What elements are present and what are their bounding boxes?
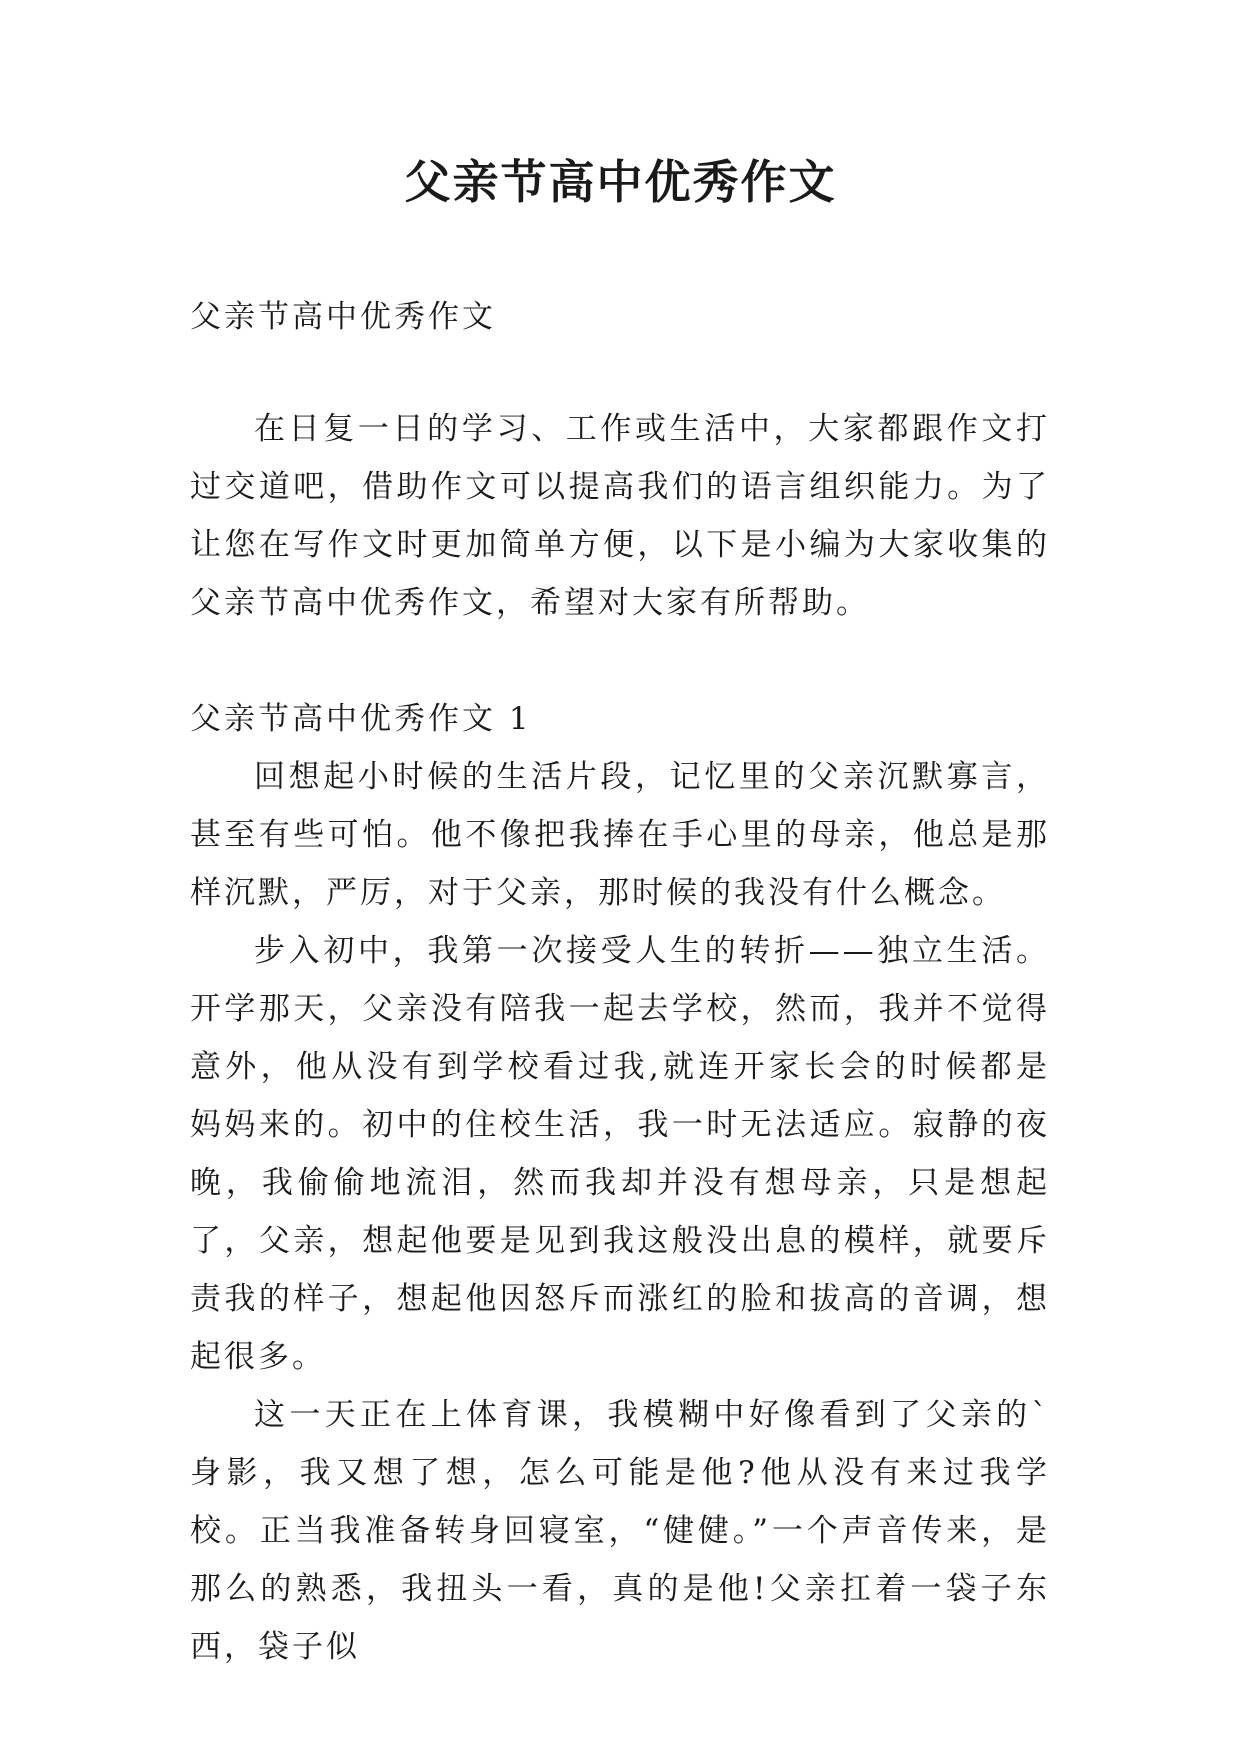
document-subtitle: 父亲节高中优秀作文 [190, 299, 496, 335]
intro-paragraph: 在日复一日的学习、工作或生活中，大家都跟作文打过交道吧，借助作文可以提高我们的语言组织能力。为了让您在写作文时更加简单方便，以下是小编为大家收集的父亲节高中优秀作文，希望对大家有所帮助。 [190, 411, 1050, 621]
essay-paragraph: 步入初中，我第一次接受人生的转折——独立生活。开学那天，父亲没有陪我一起去学校，然而，我并不觉得意外，他从没有到学校看过我,就连开家长会的时候都是妈妈来的。初中的住校生活，我一时无法适应。寂静的夜晚，我偷偷地流泪，然而我却并没有想母亲，只是想起了，父亲，想起他要是见到我这般没出息的模样，就要斥责我的样子，想起他因怒斥而涨红的脸和拔高的音调，想起很多。 [190, 933, 1050, 1375]
document-title: 父亲节高中优秀作文 [404, 155, 837, 209]
section-heading: 父亲节高中优秀作文 1 [190, 701, 532, 737]
essay-paragraph: 这一天正在上体育课，我模糊中好像看到了父亲的`身影，我又想了想，怎么可能是他?他从没有来过我学校。正当我准备转身回寝室，“健健。”一个声音传来，是那么的熟悉，我扭头一看，真的是他!父亲扛着一袋子东西，袋子似 [190, 1397, 1050, 1665]
essay-paragraph: 回想起小时候的生活片段，记忆里的父亲沉默寡言，甚至有些可怕。他不像把我捧在手心里的母亲，他总是那样沉默，严厉，对于父亲，那时候的我没有什么概念。 [190, 759, 1050, 911]
essay-section-1 [190, 690, 1050, 1676]
